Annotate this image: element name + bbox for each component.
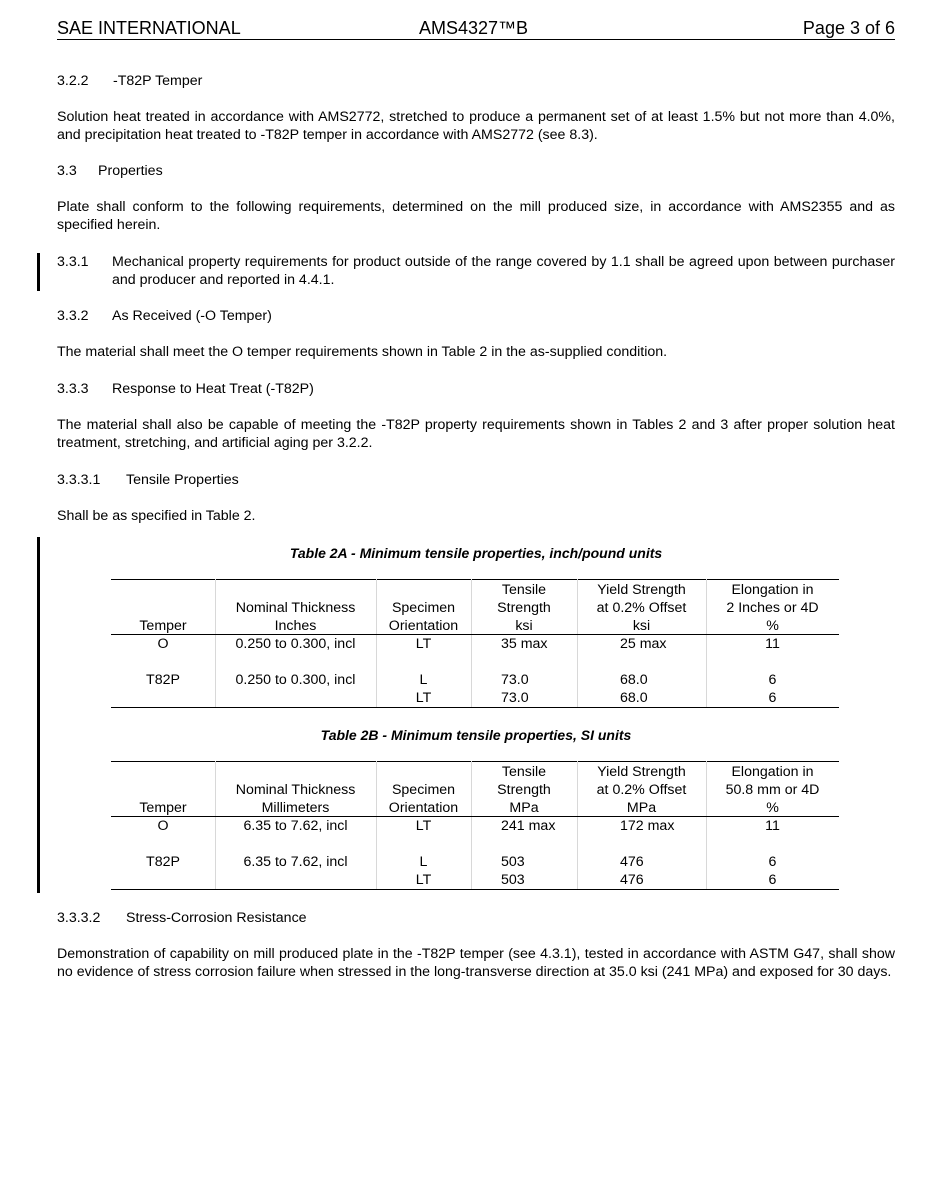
cell-elongation: 6	[768, 672, 777, 688]
header-org: SAE INTERNATIONAL	[57, 18, 241, 38]
section-3-3-3-2-text: Demonstration of capability on mill produced plate in the -T82P temper (see 4.3.1), tested in accordance with ASTM G47, shall show no evidence of stress corrosion failure when stressed in the long-transverse direction at 35.0 ksi (241 MPa) and exposed for 30 days.	[57, 946, 895, 980]
table-top-rule	[111, 761, 839, 762]
table-2a	[111, 579, 839, 708]
header-tensile-line2: Strength	[497, 600, 551, 616]
section-number: 3.3.2	[57, 308, 89, 324]
cell-orientation: L	[419, 672, 428, 688]
cell-tensile: 241 max	[501, 818, 556, 834]
header-orientation-line1: Specimen	[391, 782, 456, 798]
section-3-3-heading	[57, 162, 163, 180]
cell-elongation: 6	[768, 854, 777, 870]
header-elongation-line2: 2 Inches or 4D	[726, 600, 819, 616]
cell-yield: 476	[620, 872, 644, 888]
header-yield-line2: at 0.2% Offset	[596, 782, 687, 798]
cell-thickness: 0.250 to 0.300, incl	[235, 636, 356, 652]
cell-elongation: 11	[765, 636, 780, 652]
cell-orientation: LT	[415, 818, 432, 834]
cell-orientation: LT	[415, 872, 432, 888]
cell-elongation: 11	[765, 818, 780, 834]
section-title: As Received (-O Temper)	[112, 308, 272, 324]
section-title: Response to Heat Treat (-T82P)	[112, 381, 314, 397]
cell-tensile: 73.0	[501, 672, 529, 688]
cell-orientation: LT	[415, 690, 432, 706]
table-2a-title: Table 2A - Minimum tensile properties, inch/pound units	[289, 545, 663, 561]
header-thickness-line1: Nominal Thickness	[235, 600, 356, 616]
header-elongation-line3: %	[766, 618, 779, 634]
section-number: 3.3.3.2	[57, 910, 101, 926]
section-3-3-1-text: Mechanical property requirements for product outside of the range covered by 1.1 shall be agreed upon between purchaser and producer and reported in 4.4.1.	[112, 254, 895, 288]
section-3-3-3-1-heading	[57, 471, 239, 489]
header-orientation-line2: Orientation	[388, 618, 459, 634]
header-tensile-line1: Tensile	[501, 582, 547, 598]
cell-thickness: 0.250 to 0.300, incl	[235, 672, 356, 688]
header-yield-line2: at 0.2% Offset	[596, 600, 687, 616]
header-yield-line1: Yield Strength	[597, 764, 686, 780]
section-title: Properties	[98, 163, 163, 179]
section-3-2-2-text: Solution heat treated in accordance with AMS2772, stretched to produce a permanent set of at least 1.5% but not more than 4.0%, and precipitation heat treated to -T82P temper in accordance with AMS2772 (see 8.3).	[57, 109, 895, 143]
section-number: 3.3.3	[57, 381, 89, 397]
revision-bar	[37, 537, 40, 893]
cell-temper: T82P	[146, 672, 180, 688]
revision-bar	[37, 253, 40, 291]
section-number: 3.2.2	[57, 73, 89, 89]
header-doc-number: AMS4327™B	[419, 18, 529, 38]
header-elongation-line2: 50.8 mm or 4D	[725, 782, 820, 798]
cell-thickness: 6.35 to 7.62, incl	[243, 818, 348, 834]
header-thickness-line2: Millimeters	[261, 800, 330, 816]
cell-tensile: 503	[501, 872, 525, 888]
cell-orientation: LT	[415, 636, 432, 652]
section-3-3-3-text: The material shall also be capable of meeting the -T82P property requirements shown in Tables 2 and 3 after proper solution heat treatment, stretching, and artificial aging per 3.2.2.	[57, 417, 895, 451]
section-title: -T82P Temper	[113, 73, 203, 89]
header-tensile-line3: ksi	[515, 618, 533, 634]
section-number: 3.3	[57, 163, 77, 179]
header-thickness-line1: Nominal Thickness	[235, 782, 356, 798]
table-2b	[111, 761, 839, 890]
cell-elongation: 6	[768, 872, 777, 888]
header-thickness-line2: Inches	[274, 618, 317, 634]
section-number: 3.3.3.1	[57, 472, 101, 488]
header-yield-line1: Yield Strength	[597, 582, 686, 598]
section-3-3-3-2-heading	[57, 909, 307, 927]
header-yield-line3: MPa	[626, 800, 657, 816]
table-2b-title: Table 2B - Minimum tensile properties, SI units	[320, 727, 632, 743]
cell-yield: 476	[620, 854, 644, 870]
cell-orientation: L	[419, 854, 428, 870]
header-orientation-line1: Specimen	[391, 600, 456, 616]
table-bottom-rule	[111, 707, 839, 708]
header-elongation-line1: Elongation in	[731, 764, 814, 780]
cell-yield: 172 max	[620, 818, 675, 834]
header-tensile-line1: Tensile	[501, 764, 547, 780]
header-yield-line3: ksi	[632, 618, 651, 634]
header-tensile-line2: Strength	[497, 782, 551, 798]
table-top-rule	[111, 579, 839, 580]
header-page-number: Page 3 of 6	[802, 18, 895, 38]
cell-temper: T82P	[146, 854, 180, 870]
cell-temper: O	[157, 818, 169, 834]
header-elongation-line1: Elongation in	[731, 582, 814, 598]
cell-thickness: 6.35 to 7.62, incl	[243, 854, 348, 870]
section-3-3-3-1-text: Shall be as specified in Table 2.	[57, 508, 256, 524]
cell-yield: 68.0	[620, 690, 648, 706]
header-temper: Temper	[139, 800, 187, 816]
cell-tensile: 73.0	[501, 690, 529, 706]
cell-yield: 25 max	[620, 636, 667, 652]
table-bottom-rule	[111, 889, 839, 890]
cell-yield: 68.0	[620, 672, 648, 688]
cell-temper: O	[157, 636, 169, 652]
section-3-3-2-heading	[57, 307, 272, 325]
section-title: Tensile Properties	[126, 472, 239, 488]
section-3-2-2-heading	[57, 72, 202, 90]
header-elongation-line3: %	[766, 800, 779, 816]
section-3-3-3-heading	[57, 380, 314, 398]
cell-tensile: 503	[501, 854, 525, 870]
cell-elongation: 6	[768, 690, 777, 706]
section-3-3-2-text: The material shall meet the O temper requirements shown in Table 2 in the as-supplied condition.	[57, 344, 668, 360]
section-3-3-text: Plate shall conform to the following requirements, determined on the mill produced size, in accordance with AMS2355 and as specified herein.	[57, 199, 895, 233]
header-tensile-line3: MPa	[509, 800, 539, 816]
section-3-3-1-number: 3.3.1	[57, 254, 89, 270]
page-header	[57, 17, 895, 40]
header-orientation-line2: Orientation	[388, 800, 459, 816]
section-title: Stress-Corrosion Resistance	[126, 910, 307, 926]
cell-tensile: 35 max	[501, 636, 548, 652]
header-temper: Temper	[139, 618, 187, 634]
